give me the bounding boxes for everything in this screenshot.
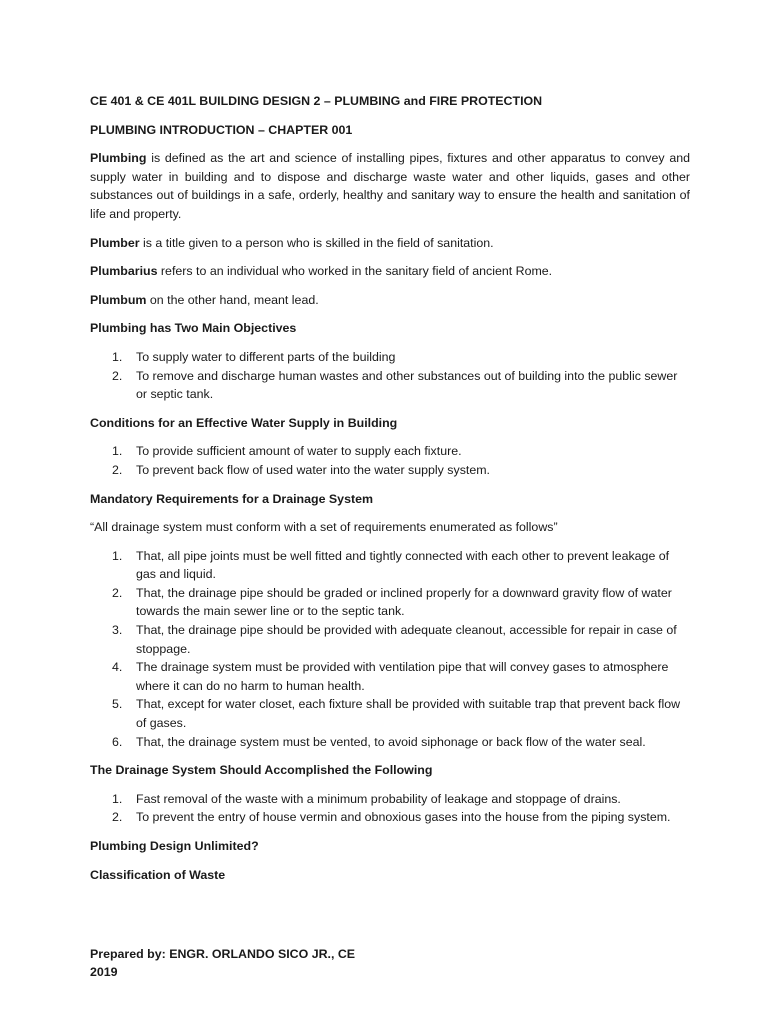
list-item-text: That, except for water closet, each fixture shall be provided with suitable trap that prevent back flow of gases.: [136, 697, 681, 731]
requirements-quote: “All drainage system must conform with a set of requirements enumerated as follows”: [90, 520, 558, 535]
plumbing-definition: [90, 149, 690, 223]
document-page: [90, 92, 690, 894]
list-item-text: That, the drainage pipe should be graded or inclined properly for a downward gravity flow of water towards the main sewer line or to the septic tank.: [136, 585, 672, 619]
list-item: [90, 584, 690, 621]
list-item-number: 2.: [112, 810, 123, 825]
list-item: [90, 461, 690, 480]
plumbum-definition: [90, 291, 690, 310]
list-item-text: To supply water to different parts of the building: [136, 349, 396, 364]
plumbing-term: Plumbing: [90, 151, 147, 166]
list-item: [90, 733, 690, 752]
list-item-text: That, the drainage pipe should be provided with adequate cleanout, accessible for repair in case of stoppage.: [136, 623, 677, 656]
list-item: [90, 442, 690, 461]
design-unlimited-heading: Plumbing Design Unlimited?: [90, 839, 259, 853]
list-item-number: 1.: [112, 548, 123, 563]
list-item-text: To prevent the entry of house vermin and obnoxious gases into the house from the piping system.: [136, 810, 671, 825]
requirements-heading: Mandatory Requirements for a Drainage System: [90, 491, 374, 506]
list-item-text: That, all pipe joints must be well fitted and tightly connected with each other to prevent leakage of gas and liquid.: [136, 548, 670, 582]
list-item-number: 3.: [112, 623, 123, 638]
requirements-list: [90, 547, 690, 752]
list-item: [90, 367, 690, 404]
list-item-number: 4.: [112, 660, 123, 675]
conditions-list: [90, 442, 690, 479]
plumbing-definition-text: is defined as the art and science of installing pipes, fixtures and other apparatus to convey and supply water in building and to dispose and discharge waste water and other liquids, gases and other substances out of buildings in a safe, orderly, healthy and sanitary way to ensure the health and sanitation of life and property.: [90, 151, 690, 221]
list-item-text: To provide sufficient amount of water to supply each fixture.: [136, 444, 462, 459]
list-item-text: Fast removal of the waste with a minimum probability of leakage and stoppage of drains.: [136, 791, 621, 806]
footer-year: 2019: [90, 965, 118, 979]
plumbarius-definition: [90, 262, 690, 281]
plumbarius-definition-text: refers to an individual who worked in the sanitary field of ancient Rome.: [157, 264, 553, 279]
list-item: [90, 658, 690, 695]
list-item: [90, 808, 690, 827]
list-item-text: That, the drainage system must be vented, to avoid siphonage or back flow of the water seal.: [136, 734, 646, 749]
list-item-number: 1.: [112, 349, 123, 364]
page-footer: [90, 945, 355, 981]
list-item: [90, 547, 690, 584]
classification-heading: Classification of Waste: [90, 867, 226, 882]
list-item: [90, 621, 690, 658]
plumber-definition-text: is a title given to a person who is skilled in the field of sanitation.: [139, 235, 494, 250]
document-title: CE 401 & CE 401L BUILDING DESIGN 2 – PLUMBING and FIRE PROTECTION: [90, 94, 543, 108]
plumber-term: Plumber: [90, 235, 140, 250]
plumbum-term: Plumbum: [90, 292, 147, 307]
list-item: [90, 348, 690, 367]
list-item-number: 6.: [112, 734, 123, 749]
chapter-title: PLUMBING INTRODUCTION – CHAPTER 001: [90, 122, 353, 137]
list-item-number: 1.: [112, 444, 123, 459]
list-item-number: 2.: [112, 462, 123, 477]
list-item: [90, 695, 690, 732]
plumbum-definition-text: on the other hand, meant lead.: [146, 292, 319, 307]
list-item-text: To remove and discharge human wastes and other substances out of building into the public sewer or septic tank.: [136, 368, 678, 402]
prepared-by: Prepared by: ENGR. ORLANDO SICO JR., CE: [90, 947, 356, 961]
list-item-text: The drainage system must be provided with ventilation pipe that will convey gases to atmosphere where it can do no harm to human health.: [136, 660, 669, 693]
plumber-definition: [90, 234, 690, 253]
list-item-number: 2.: [112, 585, 123, 600]
list-item-number: 2.: [112, 368, 123, 383]
conditions-heading: Conditions for an Effective Water Supply in Building: [90, 415, 398, 430]
list-item: [90, 790, 690, 809]
accomplish-heading: The Drainage System Should Accomplished the Following: [90, 763, 433, 778]
objectives-list: [90, 348, 690, 404]
list-item-number: 5.: [112, 697, 123, 712]
plumbarius-term: Plumbarius: [90, 264, 158, 279]
list-item-number: 1.: [112, 791, 123, 806]
accomplish-list: [90, 790, 690, 827]
list-item-text: To prevent back flow of used water into the water supply system.: [136, 462, 490, 477]
objectives-heading: Plumbing has Two Main Objectives: [90, 321, 297, 336]
